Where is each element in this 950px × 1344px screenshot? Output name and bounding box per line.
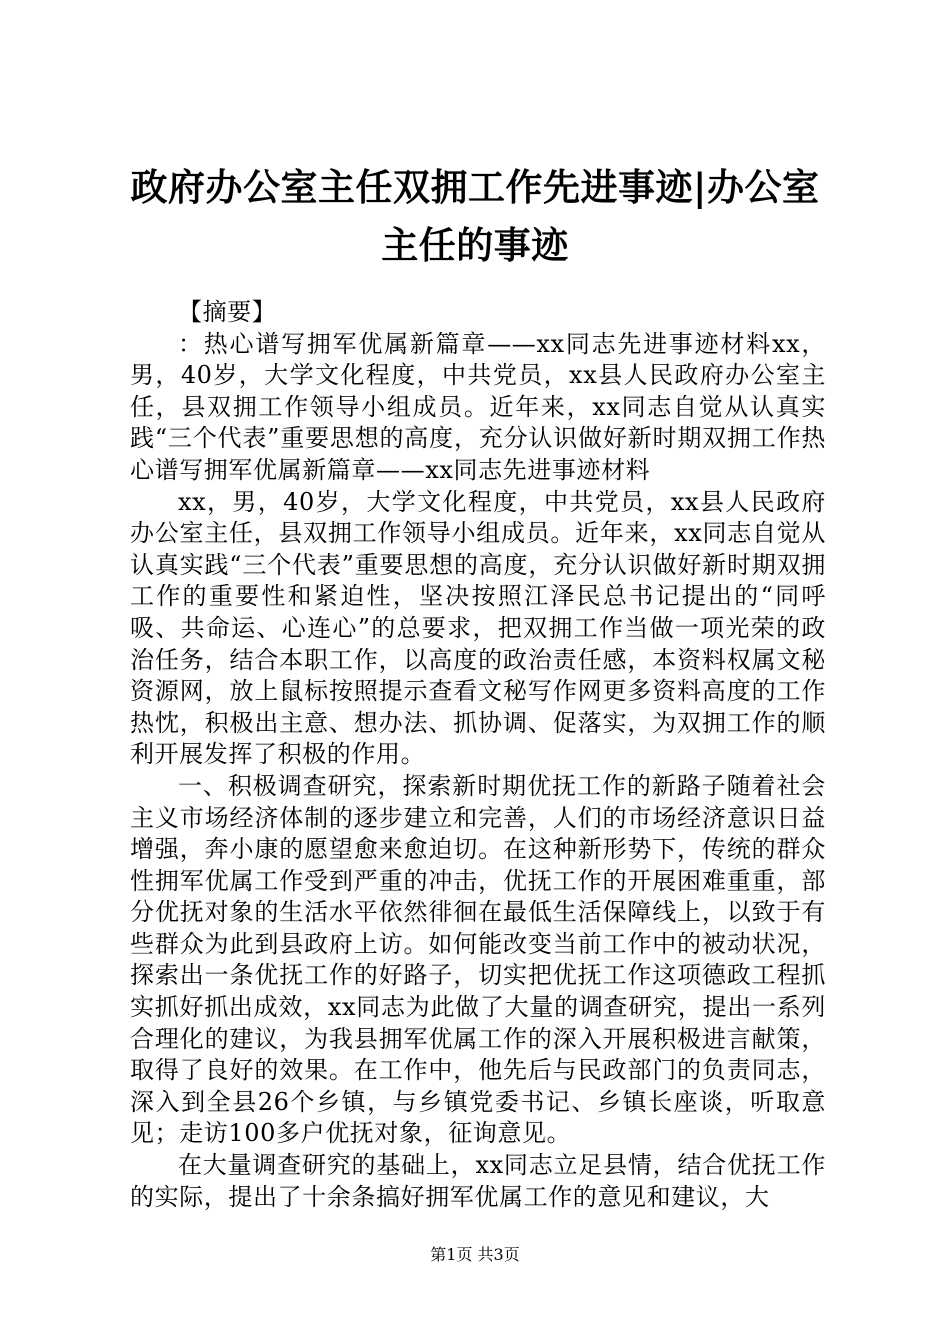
document-body	[130, 297, 826, 1213]
paragraph-4: 在大量调查研究的基础上，xx同志立足县情，结合优抚工作的实际，提出了十余条搞好拥军优属工作的意见和建议，大	[130, 1151, 826, 1211]
abstract-label: 【摘要】	[178, 298, 277, 326]
page-footer: 第1页 共3页	[430, 1245, 520, 1264]
document-title: 政府办公室主任双拥工作先进事迹|办公室主任的事迹	[130, 165, 820, 267]
paragraph-1: ：热心谱写拥军优属新篇章——xx同志先进事迹材料xx，男，40岁，大学文化程度，中共党员，xx县人民政府办公室主任，县双拥工作领导小组成员。近年来，xx同志自觉从认真实践“三个代表”重要思想的高度，充分认识做好新时期双拥工作热心谱写拥军优属新篇章——xx同志先进事迹材料	[130, 329, 826, 484]
paragraph-3: 一、积极调查研究，探索新时期优抚工作的新路子随着社会主义市场经济体制的逐步建立和完善，人们的市场经济意识日益增强，奔小康的愿望愈来愈迫切。在这种新形势下，传统的群众性拥军优属工作受到严重的冲击，优抚工作的开展困难重重，部分优抚对象的生活水平依然徘徊在最低生活保障线上，以致于有些群众为此到县政府上访。如何能改变当前工作中的被动状况，探索出一条优抚工作的好路子，切实把优抚工作这项德政工程抓实抓好抓出成效，xx同志为此做了大量的调查研究，提出一系列合理化的建议，为我县拥军优属工作的深入开展积极进言献策，取得了良好的效果。在工作中，他先后与民政部门的负责同志，深入到全县26个乡镇，与乡镇党委书记、乡镇长座谈，听取意见；走访100多户优抚对象，征询意见。	[130, 771, 826, 1148]
paragraph-2: xx，男，40岁，大学文化程度，中共党员，xx县人民政府办公室主任，县双拥工作领导小组成员。近年来，xx同志自觉从认真实践“三个代表”重要思想的高度，充分认识做好新时期双拥工作的重要性和紧迫性，坚决按照江泽民总书记提出的“同呼吸、共命运、心连心”的总要求，把双拥工作当做一项光荣的政治任务，结合本职工作，以高度的政治责任感，本资料权属文秘资源网，放上鼠标按照提示查看文秘写作网更多资料高度的工作热忱，积极出主意、想办法、抓协调、促落实，为双拥工作的顺利开展发挥了积极的作用。	[130, 487, 826, 769]
